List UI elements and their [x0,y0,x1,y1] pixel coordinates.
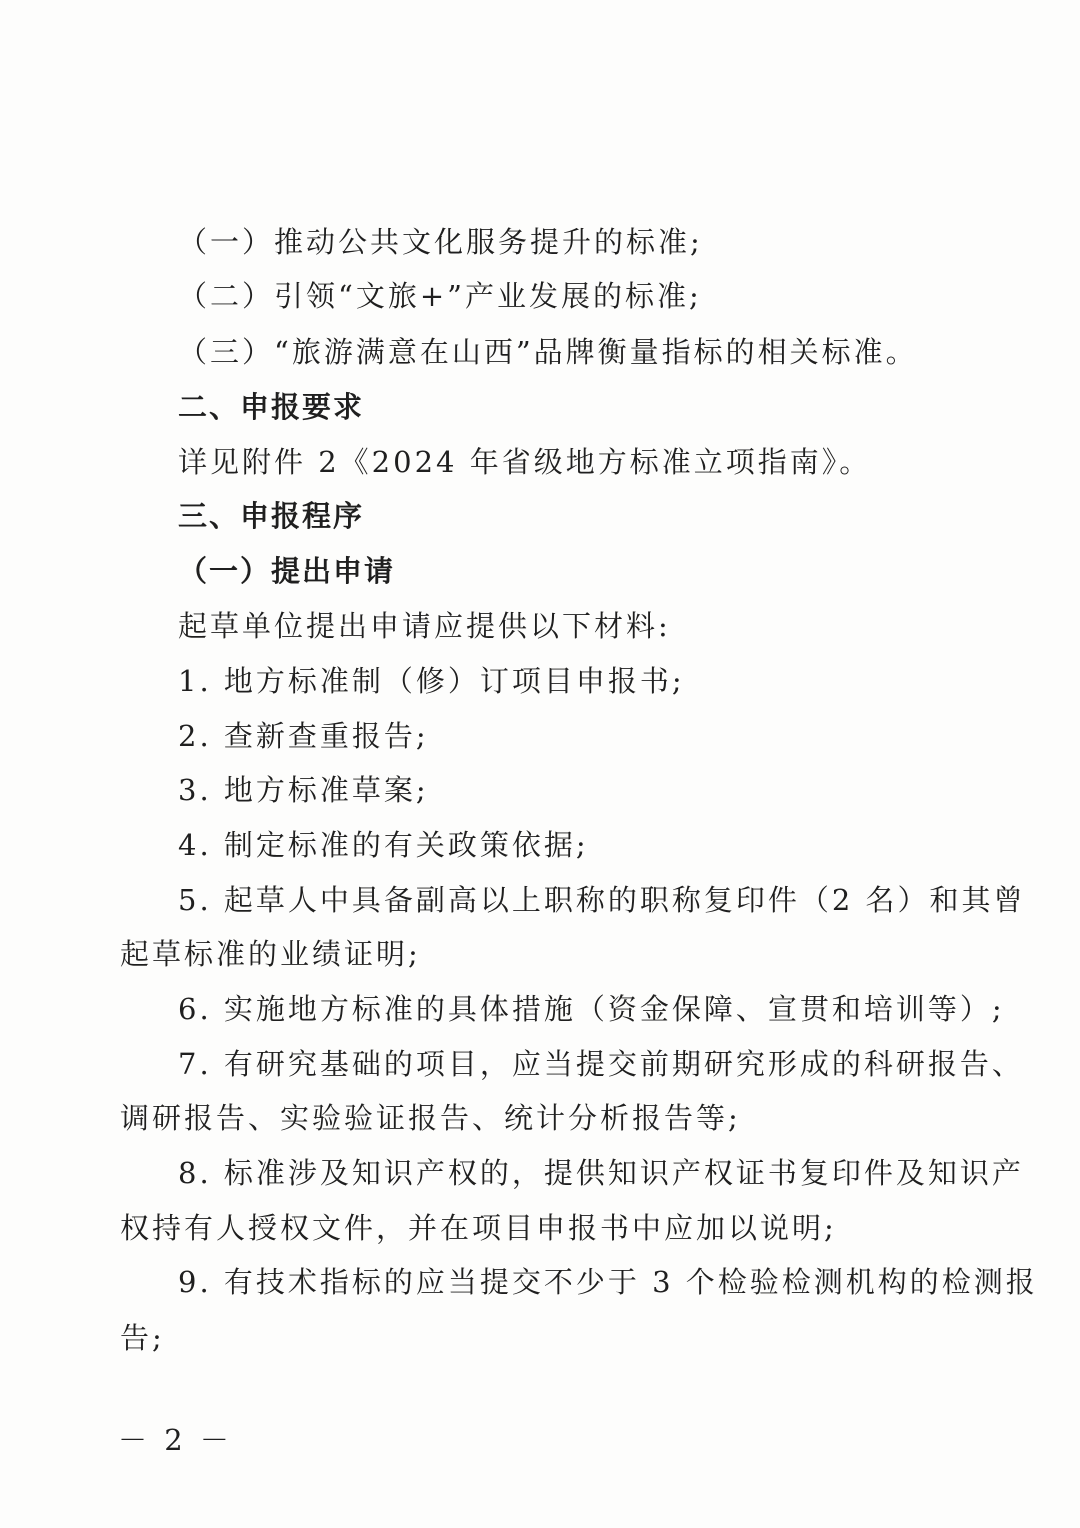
list-item: 8. 标准涉及知识产权的，提供知识产权证书复印件及知识产 [178,1156,1024,1190]
item-3: （三）“旅游满意在山西”品牌衡量指标的相关标准。 [178,335,918,369]
list-item-continuation: 起草标准的业绩证明; [120,937,421,971]
list-item: 5. 起草人中具备副高以上职称的职称复印件（2 名）和其曾 [178,883,1026,917]
list-item: 1. 地方标准制（修）订项目申报书; [178,664,685,698]
list-item: 4. 制定标准的有关政策依据; [178,828,589,862]
list-item-continuation: 告; [120,1321,165,1355]
list-item: 3. 地方标准草案; [178,773,429,807]
list-item-continuation: 权持有人授权文件，并在项目申报书中应加以说明; [120,1211,837,1245]
subsection-heading-application: （一）提出申请 [178,554,396,588]
list-item: 2. 查新查重报告; [178,719,429,753]
paragraph-text: 详见附件 2《2024 年省级地方标准立项指南》。 [178,445,872,479]
section-heading-requirements: 二、申报要求 [178,390,365,424]
item-1: （一）推动公共文化服务提升的标准; [178,225,703,259]
list-item: 6. 实施地方标准的具体措施（资金保障、宣贯和培训等）; [178,992,1005,1026]
list-item-continuation: 调研报告、实验验证报告、统计分析报告等; [120,1101,741,1135]
paragraph-text: 起草单位提出申请应提供以下材料: [178,609,671,643]
list-item: 9. 有技术指标的应当提交不少于 3 个检验检测机构的检测报 [178,1265,1038,1299]
section-heading-procedure: 三、申报程序 [178,499,365,533]
item-2: （二）引领“文旅+”产业发展的标准; [178,279,702,313]
page-number: － 2 － [118,1423,233,1457]
list-item: 7. 有研究基础的项目，应当提交前期研究形成的科研报告、 [178,1047,1024,1081]
